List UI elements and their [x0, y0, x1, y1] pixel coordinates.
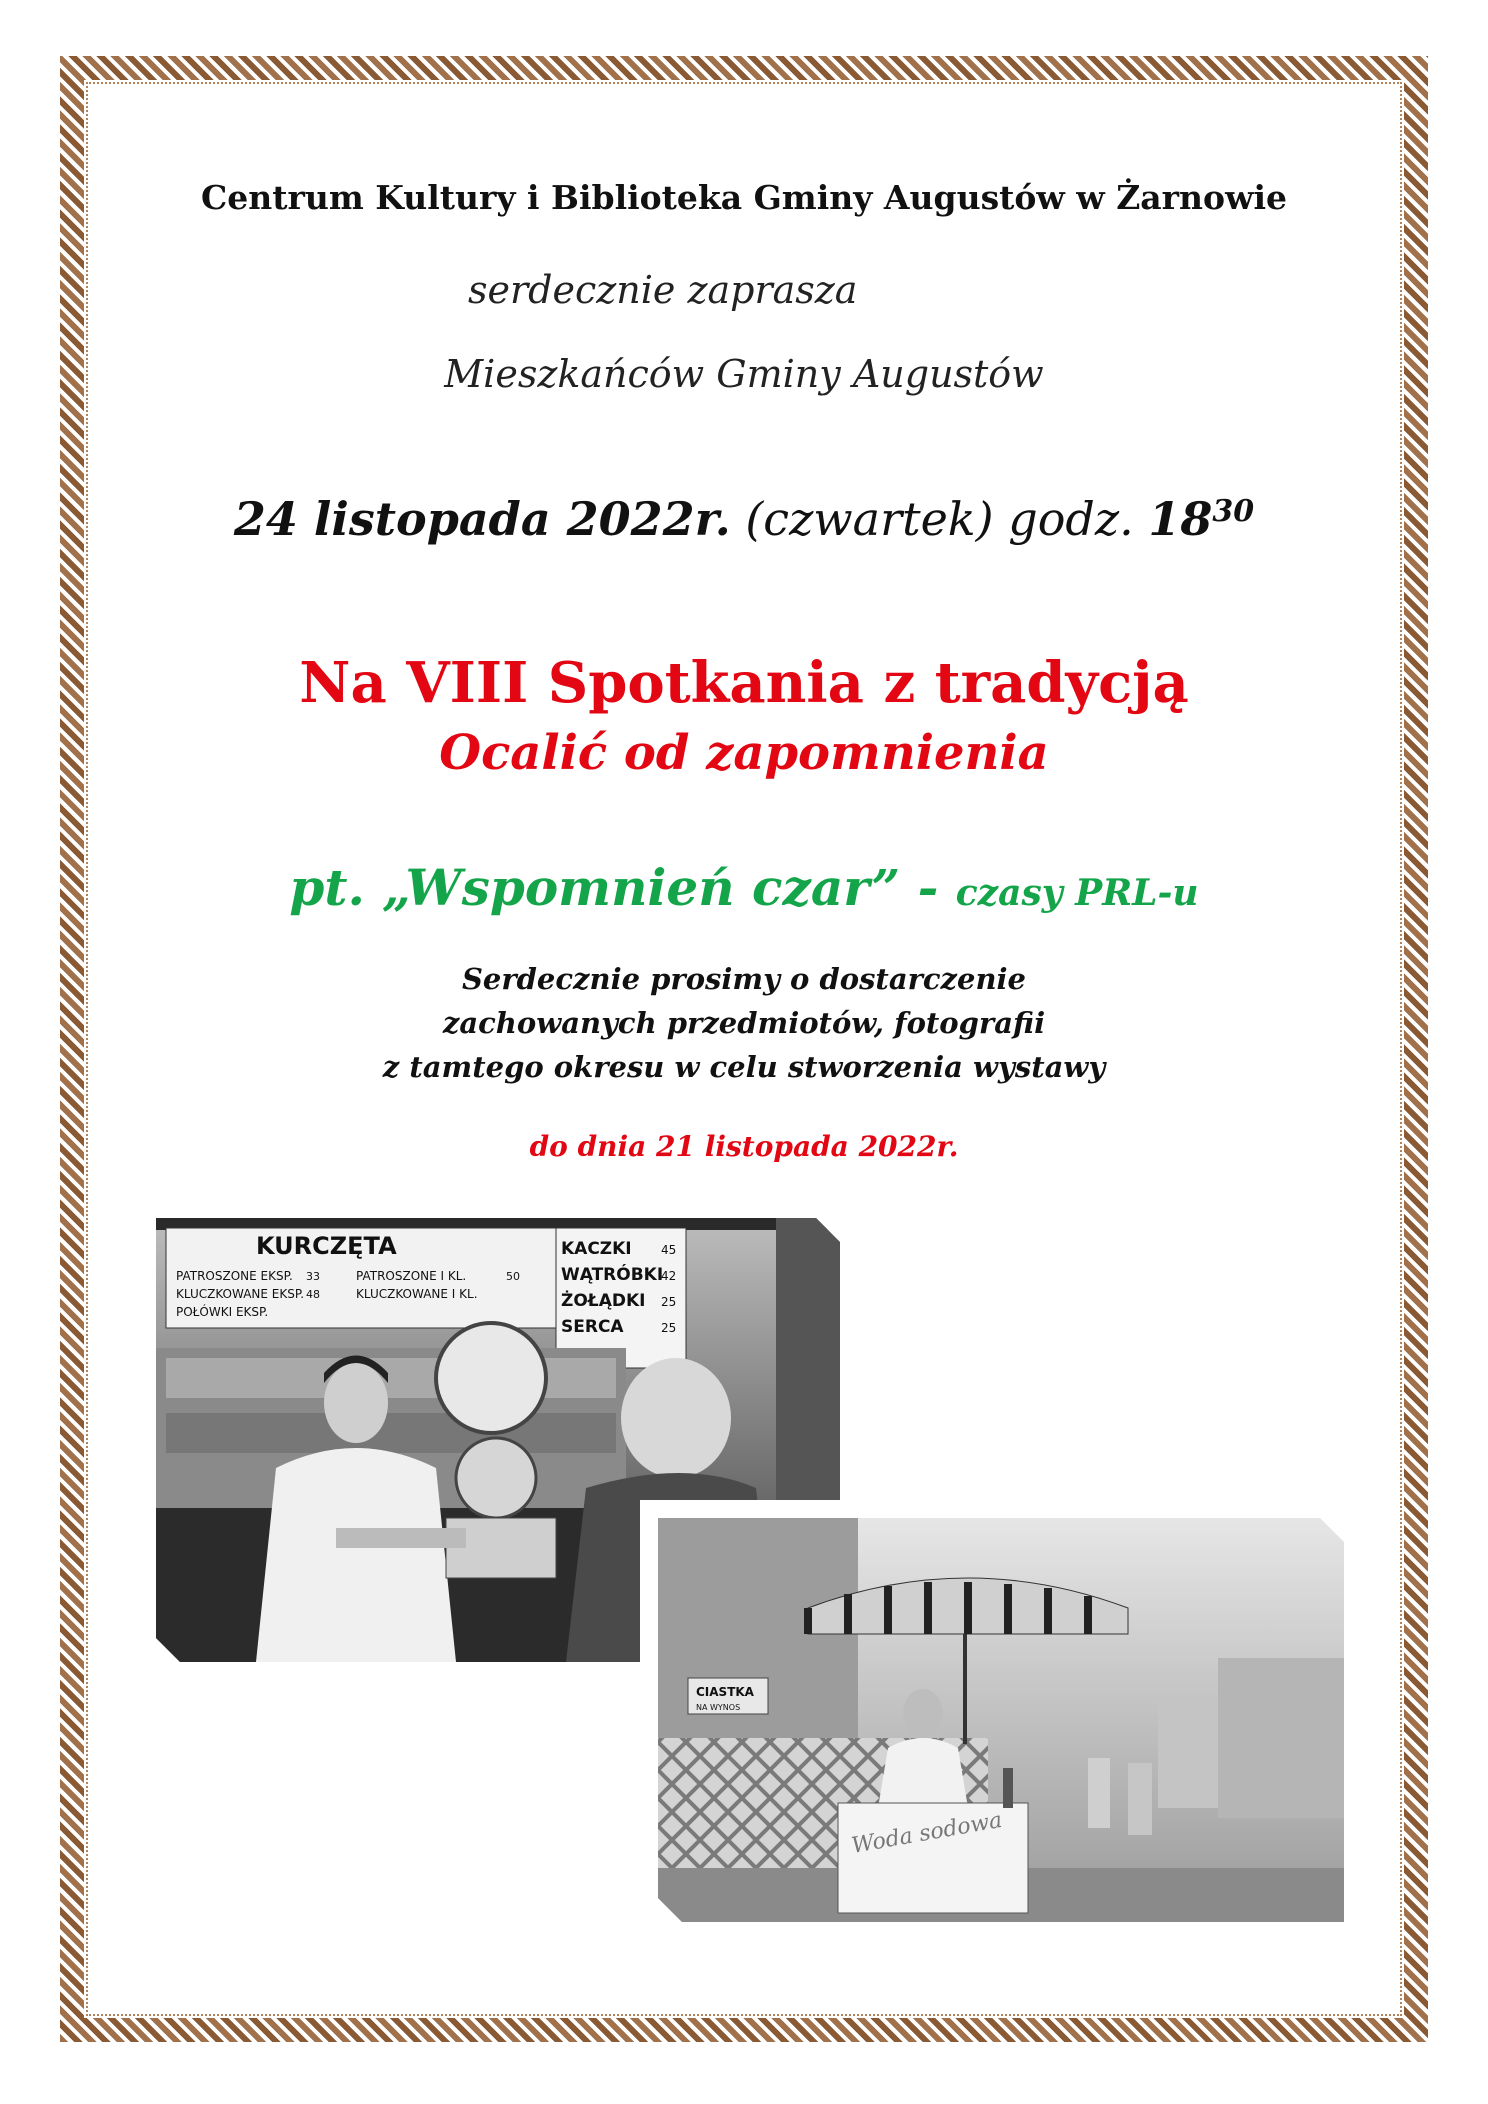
invite-text: serdecznie zaprasza [468, 268, 858, 312]
sign-right-2: WĄTRÓBKI [561, 1265, 664, 1285]
event-date-line [0, 492, 1488, 546]
organization-name: Centrum Kultury i Biblioteka Gminy Augustów w Żarnowie [200, 178, 1288, 217]
event-time-prefix: godz. [1008, 492, 1134, 546]
event-time-minutes: 30 [1212, 494, 1255, 529]
request-line-2: zachowanych przedmiotów, fotografii [442, 1006, 1046, 1040]
sign-right-1: KACZKI [561, 1239, 632, 1259]
sign-left-2: KLUCZKOWANE EKSP. [176, 1287, 305, 1301]
subtitle-main: pt. „Wspomnień czar” - [289, 858, 939, 917]
event-date: 24 listopada 2022r. [233, 492, 731, 546]
event-subtitle [0, 858, 1488, 917]
sign-left-price-1: 33 [306, 1270, 320, 1283]
sign-mid-1: PATROSZONE I KL. [356, 1269, 467, 1283]
photo-soda-stand [640, 1500, 1362, 1940]
audience-text: Mieszkańców Gminy Augustów [444, 352, 1044, 396]
sign-left-price-2: 48 [306, 1288, 320, 1301]
sign-left-1: PATROSZONE EKSP. [176, 1269, 293, 1283]
shop-sign: CIASTKA [696, 1685, 754, 1699]
shop-sign-sub: NA WYNOS [696, 1703, 741, 1712]
sign-right-price-4: 25 [661, 1321, 677, 1335]
sign-right-3: ŻOŁĄDKI [561, 1291, 646, 1311]
sign-right-price-1: 45 [661, 1243, 677, 1257]
sign-left-3: POŁÓWKI EKSP. [176, 1305, 269, 1319]
request-line-1: Serdecznie prosimy o dostarczenie [461, 962, 1027, 996]
stand-lettering: Woda sodowa [849, 1807, 1005, 1859]
sign-mid-price-1: 50 [506, 1270, 520, 1283]
sign-right-price-3: 25 [661, 1295, 677, 1309]
sign-right-price-2: 42 [661, 1269, 677, 1283]
sign-mid-2: KLUCZKOWANE I KL. [356, 1287, 478, 1301]
subtitle-era: czasy PRL-u [955, 872, 1199, 914]
event-weekday: (czwartek) [745, 492, 994, 546]
event-motto: Ocalić od zapomnienia [439, 725, 1049, 781]
event-time-hour: 18 [1148, 492, 1213, 546]
sign-right-4: SERCA [561, 1317, 624, 1337]
request-line-3: z tamtego okresu w celu stworzenia wystawy [382, 1050, 1106, 1084]
sign-title: KURCZĘTA [256, 1232, 397, 1260]
event-title: Na VIII Spotkania z tradycją [299, 650, 1189, 716]
photo-soda-stand-image [658, 1518, 1344, 1922]
deadline-text: do dnia 21 listopada 2022r. [529, 1130, 959, 1163]
